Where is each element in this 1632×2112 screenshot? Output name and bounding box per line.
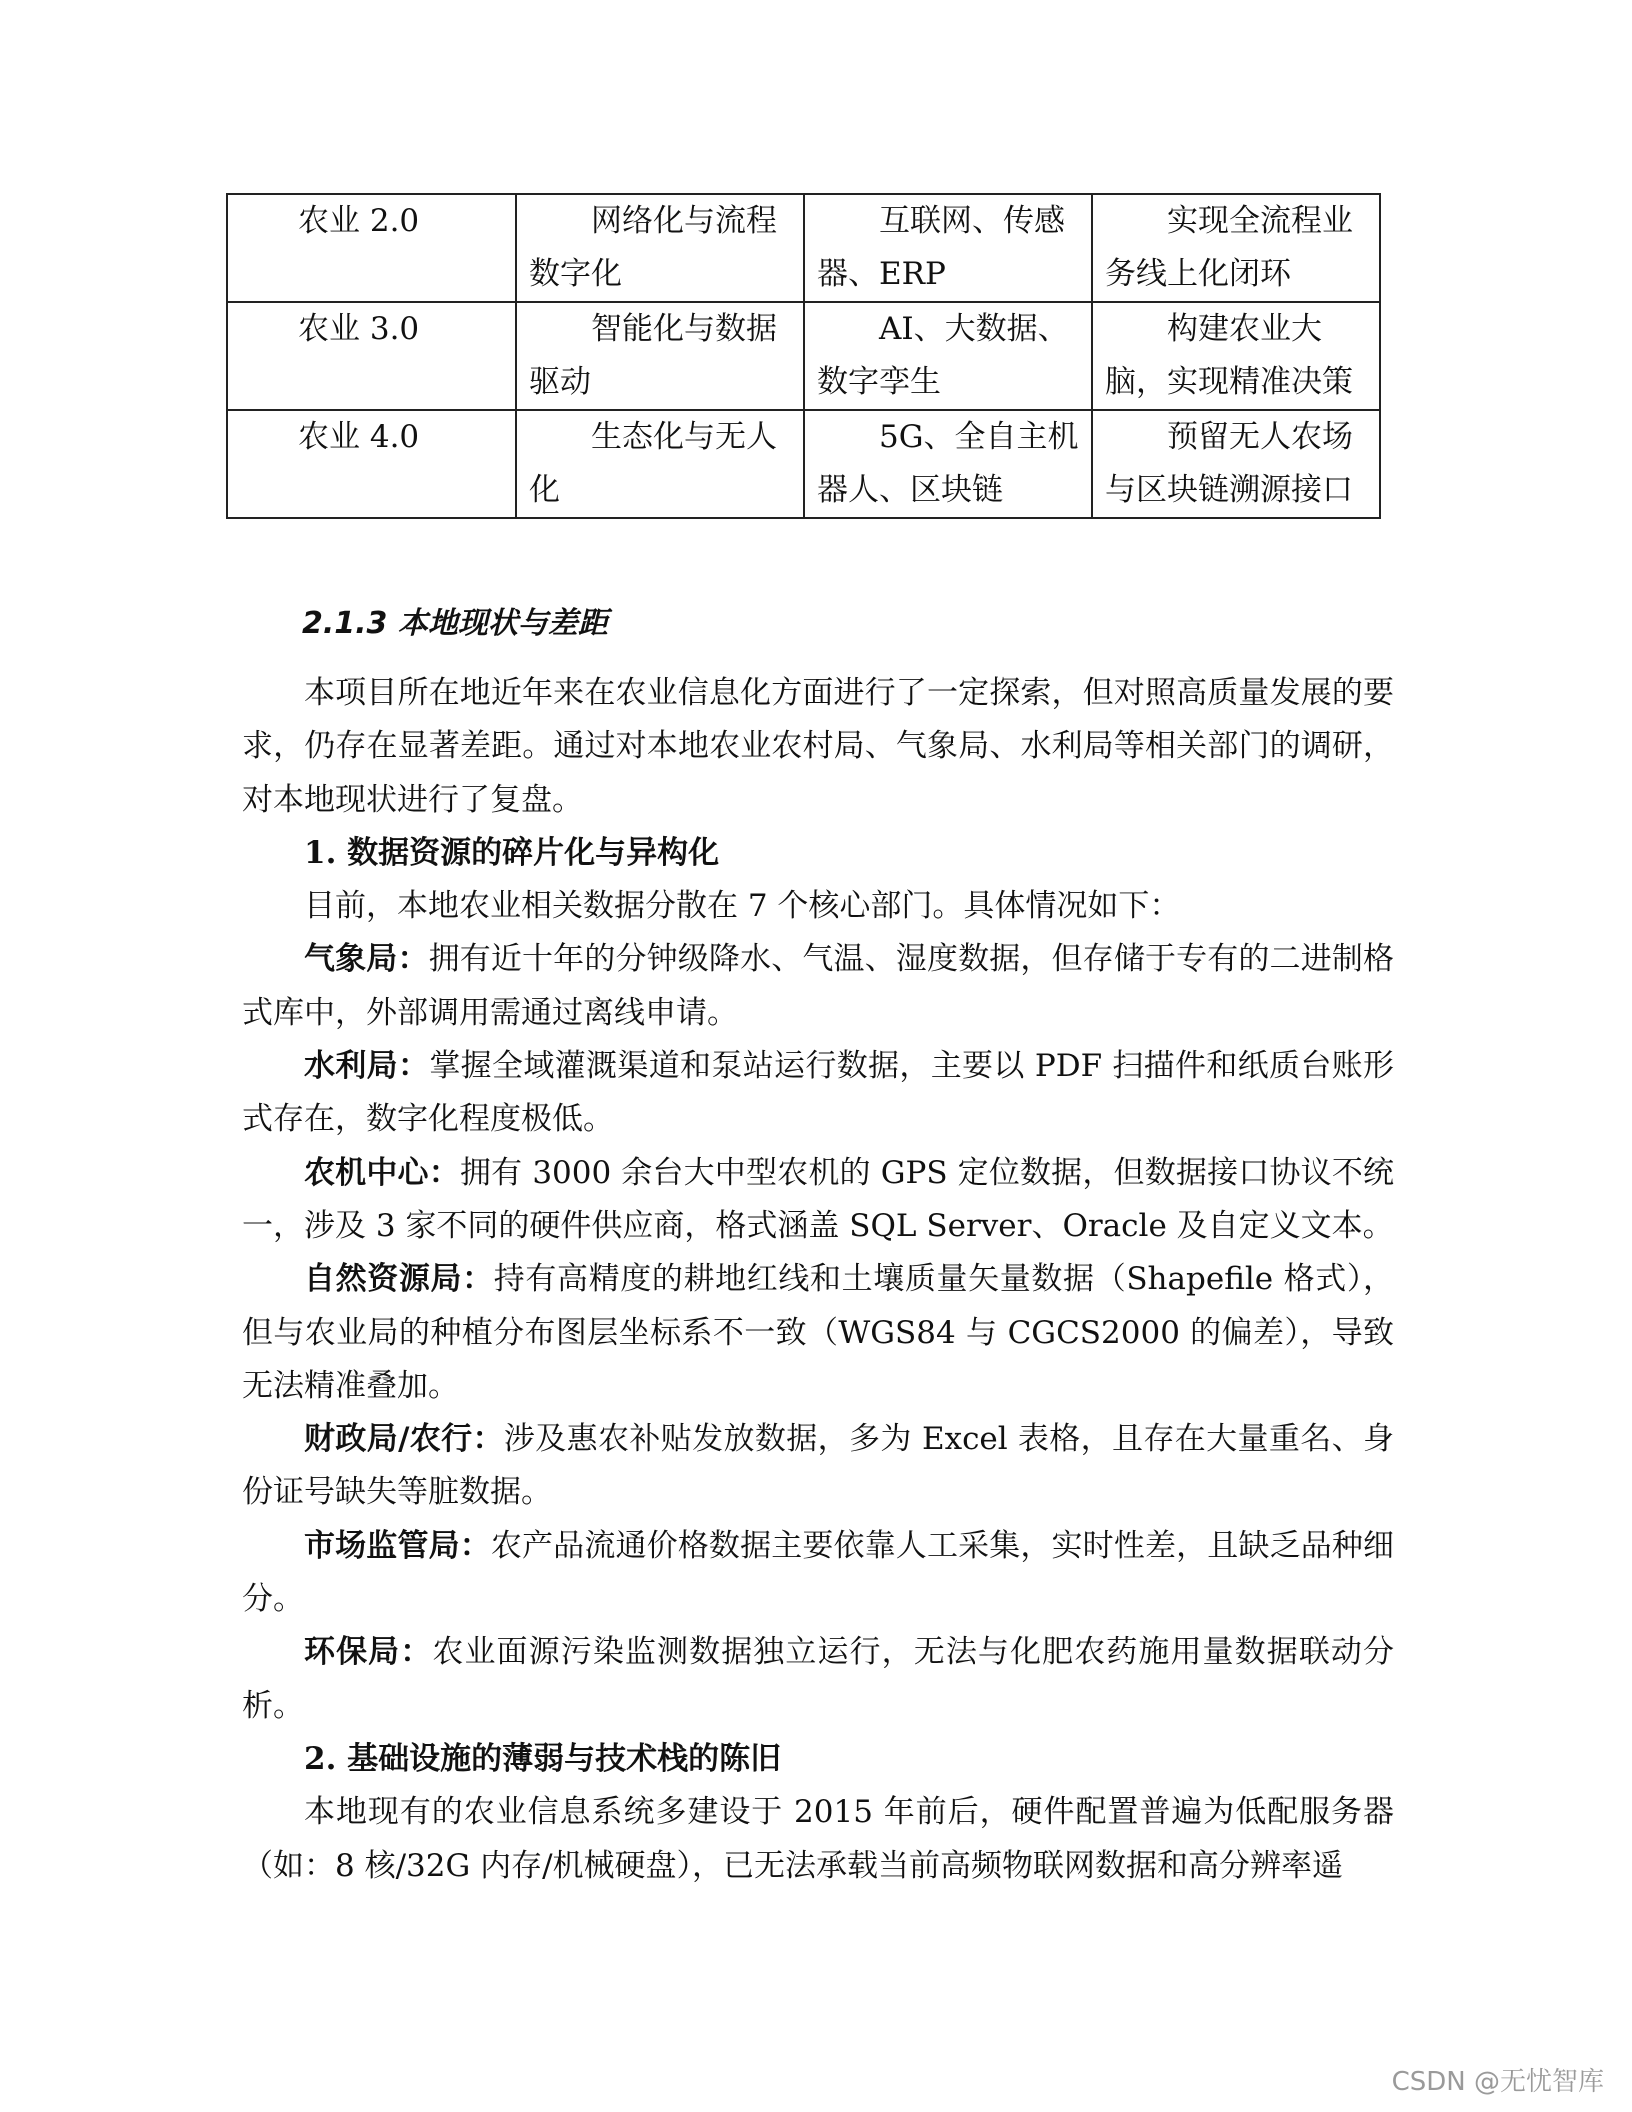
- section-heading: 2.1.3 本地现状与差距: [302, 606, 608, 641]
- department-text: 持有高精度的耕地红线和土壤质量矢量数据（Shapefile 格式），但与农业局的种植分布图层坐标系不一致（WGS84 与 CGCS2000 的偏差），导致无法精准叠加。: [242, 1261, 1394, 1404]
- department-paragraph: [242, 1520, 1394, 1627]
- goal-cell: 构建农业大脑，实现精准决策: [1092, 302, 1380, 410]
- goal-cell: 预留无人农场与区块链溯源接口: [1092, 410, 1380, 518]
- point-2-title: 2. 基础设施的薄弱与技术栈的陈旧: [304, 1740, 782, 1777]
- department-name: 财政局/农行：: [304, 1421, 504, 1458]
- table-row: [227, 302, 1380, 410]
- section-body: [242, 667, 1394, 1893]
- department-paragraph: [242, 933, 1394, 1040]
- tech-cell: 5G、全自主机器人、区块链: [804, 410, 1092, 518]
- department-paragraph: [242, 1040, 1394, 1147]
- stage-cell: 农业 3.0: [227, 302, 516, 410]
- feature-cell: 生态化与无人化: [516, 410, 804, 518]
- feature-cell: 网络化与流程数字化: [516, 194, 804, 302]
- department-text: 农业面源污染监测数据独立运行，无法与化肥农药施用量数据联动分析。: [242, 1634, 1395, 1724]
- table-row: [227, 194, 1380, 302]
- tech-cell: 互联网、传感器、ERP: [804, 194, 1092, 302]
- department-name: 农机中心：: [304, 1154, 460, 1191]
- department-text: 农产品流通价格数据主要依靠人工采集，实时性差，且缺乏品种细分。: [242, 1527, 1395, 1618]
- department-paragraph: [242, 1626, 1394, 1733]
- department-text: 掌握全域灌溉渠道和泵站运行数据，主要以 PDF 扫描件和纸质台账形式存在，数字化程度极低。: [242, 1048, 1394, 1138]
- department-name: 自然资源局：: [304, 1261, 494, 1298]
- stage-cell: 农业 2.0: [227, 194, 516, 302]
- department-paragraph: [242, 1147, 1394, 1254]
- department-paragraph: [242, 1253, 1394, 1413]
- feature-cell: 智能化与数据驱动: [516, 302, 804, 410]
- department-text: 拥有近十年的分钟级降水、气温、湿度数据，但存储于专有的二进制格式库中，外部调用需通过离线申请。: [242, 941, 1395, 1031]
- stage-cell: 农业 4.0: [227, 410, 516, 518]
- department-text: 拥有 3000 余台大中型农机的 GPS 定位数据，但数据接口协议不统一，涉及 3 家不同的硬件供应商，格式涵盖 SQL Server、Oracle 及自定义文本。: [242, 1154, 1395, 1244]
- watermark: CSDN @无忧智库: [1391, 2067, 1604, 2097]
- department-text: 涉及惠农补贴发放数据，多为 Excel 表格，且存在大量重名、身份证号缺失等脏数据。: [242, 1421, 1394, 1511]
- tech-cell: AI、大数据、数字孪生: [804, 302, 1092, 410]
- agriculture-stage-table: [226, 193, 1381, 519]
- table-row: [227, 410, 1380, 518]
- department-name: 水利局：: [304, 1048, 430, 1085]
- intro-paragraph: 本项目所在地近年来在农业信息化方面进行了一定探索，但对照高质量发展的要求，仍存在显著差距。通过对本地农业农村局、气象局、水利局等相关部门的调研，对本地现状进行了复盘。: [242, 675, 1394, 818]
- department-name: 气象局：: [304, 941, 429, 978]
- point-1-title: 1. 数据资源的碎片化与异构化: [304, 834, 720, 871]
- point-1-intro: 目前，本地农业相关数据分散在 7 个核心部门。具体情况如下：: [304, 888, 1181, 925]
- department-name: 环保局：: [304, 1634, 433, 1671]
- department-name: 市场监管局：: [304, 1527, 491, 1564]
- point-2-paragraph: 本地现有的农业信息系统多建设于 2015 年前后，硬件配置普遍为低配服务器（如：8 核/32G 内存/机械硬盘），已无法承载当前高频物联网数据和高分辨率遥: [242, 1794, 1394, 1884]
- goal-cell: 实现全流程业务线上化闭环: [1092, 194, 1380, 302]
- department-paragraph: [242, 1413, 1394, 1520]
